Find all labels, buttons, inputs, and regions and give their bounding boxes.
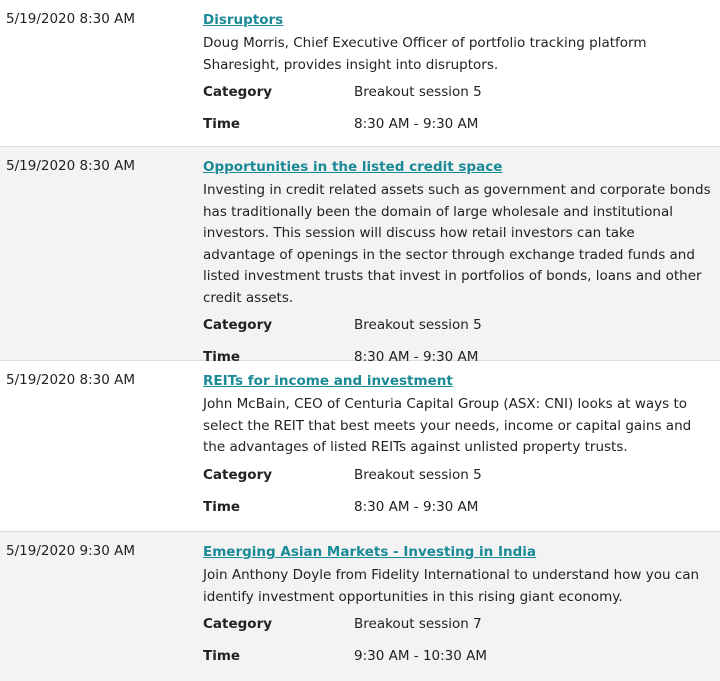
- category-value: Breakout session 5: [354, 84, 482, 100]
- time-value: 9:30 AM - 10:30 AM: [354, 648, 488, 664]
- session-row: [0, 532, 720, 681]
- category-value: Breakout session 5: [354, 466, 482, 483]
- session-title-link[interactable]: Opportunities in the listed credit space: [203, 159, 503, 175]
- session-title-link[interactable]: REITs for income and investment: [203, 373, 453, 389]
- session-row: [0, 361, 720, 532]
- time-value: 8:30 AM - 9:30 AM: [354, 498, 479, 515]
- session-row: [0, 0, 720, 147]
- session-time: [203, 643, 711, 675]
- category-value: Breakout session 5: [354, 317, 482, 333]
- session-description: Doug Morris, Chief Executive Officer of portfolio tracking platform Sharesight, provides insight into disruptors.: [203, 35, 647, 73]
- session-category: [203, 312, 711, 344]
- session-content: [203, 156, 711, 376]
- session-content: [203, 9, 711, 143]
- category-label: Category: [203, 466, 273, 483]
- session-datetime: 5/19/2020 9:30 AM: [6, 543, 136, 559]
- session-title-link[interactable]: Disruptors: [203, 12, 284, 28]
- session-datetime: 5/19/2020 8:30 AM: [6, 11, 136, 27]
- session-category: [203, 462, 711, 494]
- time-label: Time: [203, 498, 241, 515]
- session-time: [203, 494, 711, 526]
- session-description: Join Anthony Doyle from Fidelity International to understand how you can identify investment opportunities in this rising giant economy.: [203, 567, 700, 605]
- session-time: [203, 111, 711, 143]
- category-value: Breakout session 7: [354, 616, 482, 632]
- time-label: Time: [203, 116, 241, 132]
- category-label: Category: [203, 616, 273, 632]
- session-category: [203, 611, 711, 643]
- session-row: [0, 147, 720, 365]
- session-title-link[interactable]: Emerging Asian Markets - Investing in India: [203, 544, 537, 560]
- session-content: [203, 370, 711, 526]
- session-content: [203, 541, 711, 675]
- category-label: Category: [203, 84, 273, 100]
- session-datetime: 5/19/2020 8:30 AM: [6, 158, 136, 174]
- time-value: 8:30 AM - 9:30 AM: [354, 349, 479, 365]
- time-label: Time: [203, 648, 241, 664]
- session-description: Investing in credit related assets such as government and corporate bonds has traditionally been the domain of large wholesale and institutional investors. This session will discuss how retail investors can take advantage of openings in the sector through exchange traded funds and listed investment trusts that invest in portfolios of bonds, loans and other credit assets.: [203, 182, 711, 306]
- session-datetime: 5/19/2020 8:30 AM: [6, 372, 136, 388]
- category-label: Category: [203, 317, 273, 333]
- time-label: Time: [203, 349, 241, 365]
- time-value: 8:30 AM - 9:30 AM: [354, 116, 479, 132]
- session-category: [203, 79, 711, 111]
- session-description: John McBain, CEO of Centuria Capital Group (ASX: CNI) looks at ways to select the REIT that best meets your needs, income or capital gains and the advantages of listed REITs against unlisted property trusts.: [203, 396, 692, 455]
